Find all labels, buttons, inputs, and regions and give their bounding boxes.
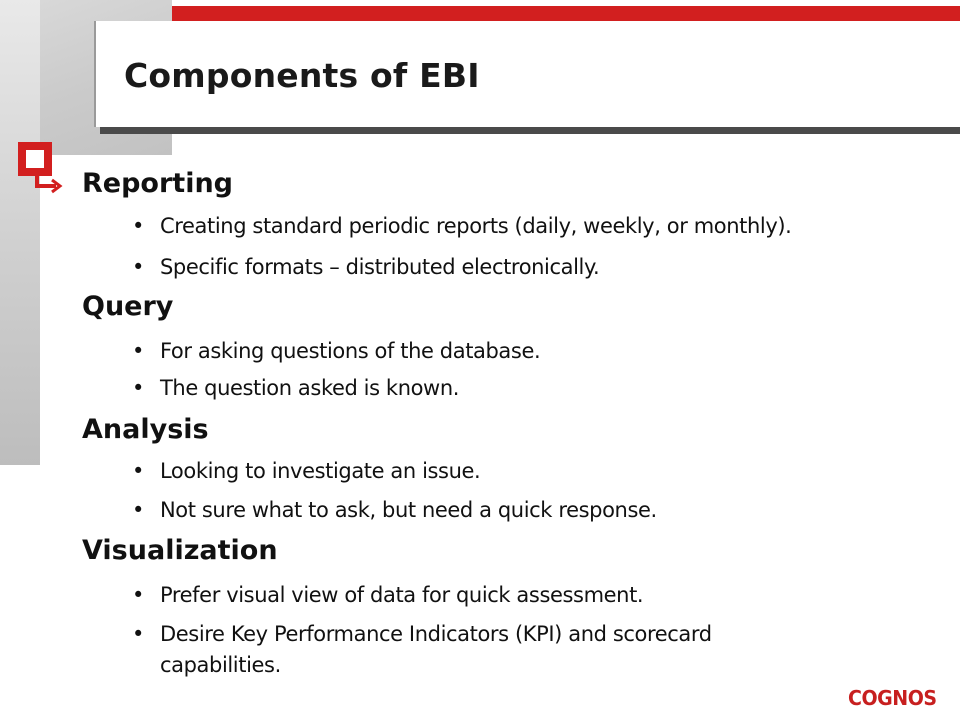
bullet-dot: •	[132, 376, 144, 400]
bullet-text: Looking to investigate an issue.	[160, 459, 481, 483]
bullet-text: The question asked is known.	[160, 376, 460, 400]
section-heading-query: Query	[82, 291, 174, 322]
slide-title: Components of EBI	[124, 56, 480, 95]
cognos-logo: COGNOS	[848, 686, 937, 710]
left-decor-bar	[0, 0, 40, 465]
bullet-dot: •	[132, 459, 144, 483]
top-red-stripe	[172, 6, 960, 22]
bullet-text: Prefer visual view of data for quick assessment.	[160, 583, 644, 607]
bullet-dot: •	[132, 339, 144, 363]
bullet-item	[132, 456, 912, 487]
bullet-dot: •	[132, 255, 144, 279]
section-heading-analysis: Analysis	[82, 414, 209, 445]
bullet-item	[132, 336, 912, 367]
bullet-item	[132, 211, 912, 242]
bullet-item	[132, 495, 912, 526]
bullet-dot: •	[132, 498, 144, 522]
bullet-text: Creating standard periodic reports (daily, weekly, or monthly).	[160, 214, 792, 238]
bullet-item	[132, 619, 822, 681]
bullet-text: Not sure what to ask, but need a quick response.	[160, 498, 657, 522]
bullet-dot: •	[132, 214, 144, 238]
red-square-arrow-icon	[14, 140, 70, 196]
bullet-item	[132, 373, 912, 404]
bullet-item	[132, 580, 912, 611]
bullet-item	[132, 252, 912, 283]
section-heading-visualization: Visualization	[82, 535, 278, 566]
section-heading-reporting: Reporting	[82, 168, 234, 199]
bullet-text: Specific formats – distributed electronically.	[160, 255, 600, 279]
bullet-text: Desire Key Performance Indicators (KPI) and scorecard capabilities.	[160, 622, 712, 677]
bullet-dot: •	[132, 583, 144, 607]
bullet-text: For asking questions of the database.	[160, 339, 541, 363]
bullet-dot: •	[132, 622, 144, 646]
